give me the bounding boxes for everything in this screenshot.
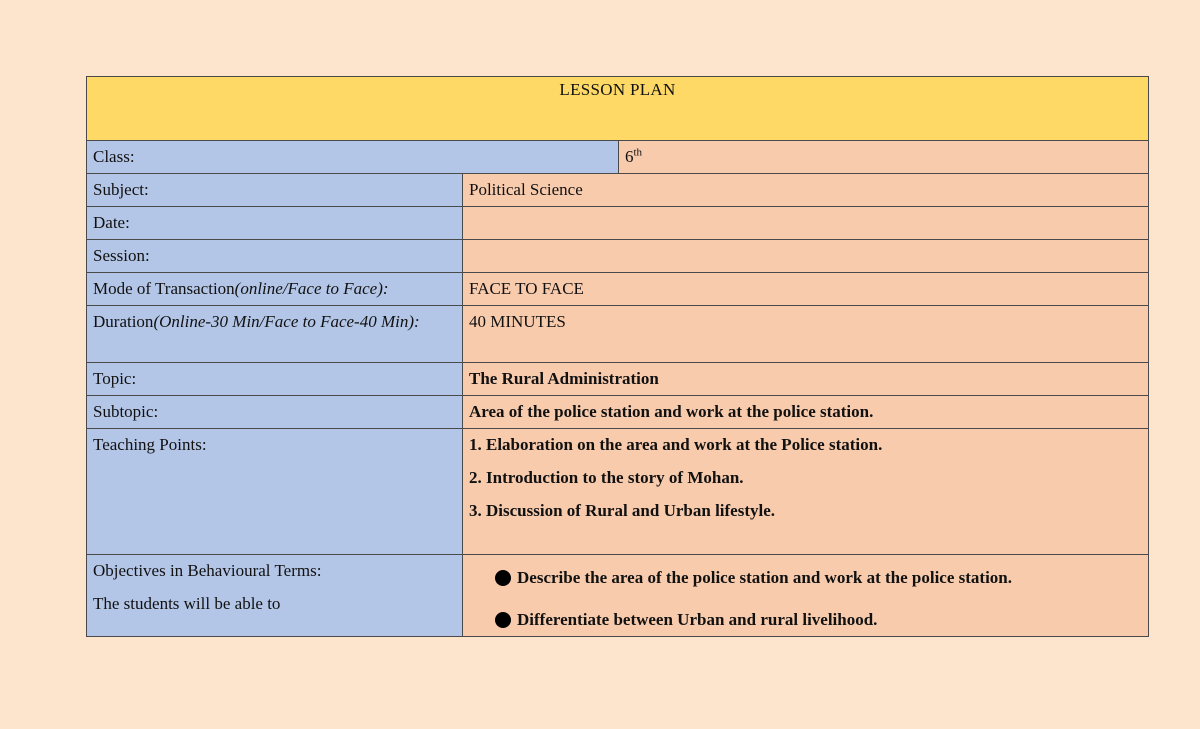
subject-label: Subject: (93, 180, 149, 199)
objective-item (495, 610, 1142, 630)
duration-label-italic: (Online-30 Min/Face to Face-40 Min): (153, 312, 420, 331)
objective-text: Differentiate between Urban and rural livelihood. (517, 610, 878, 629)
title-row (87, 77, 1149, 141)
duration-value: 40 MINUTES (469, 312, 566, 331)
teaching-point: 1. Elaboration on the area and work at the Police station. (469, 435, 883, 454)
mode-label-cell (87, 273, 463, 306)
mode-label: Mode of Transaction (93, 279, 235, 298)
mode-value: FACE TO FACE (469, 279, 584, 298)
date-value-cell (463, 207, 1149, 240)
date-label: Date: (93, 213, 130, 232)
teaching-points-row (87, 429, 1149, 555)
subject-value: Political Science (469, 180, 583, 199)
objectives-row (87, 555, 1149, 637)
duration-label-cell (87, 306, 463, 363)
session-label: Session: (93, 246, 150, 265)
topic-row (87, 363, 1149, 396)
subtopic-label: Subtopic: (93, 402, 159, 421)
mode-row (87, 273, 1149, 306)
bullet-icon (495, 570, 511, 586)
class-value: 6 (625, 147, 634, 166)
teaching-point: 3. Discussion of Rural and Urban lifestyle. (469, 501, 776, 520)
topic-label-cell (87, 363, 463, 396)
subtopic-value-cell (463, 396, 1149, 429)
teaching-points-label-cell (87, 429, 463, 555)
duration-row (87, 306, 1149, 363)
date-label-cell (87, 207, 463, 240)
teaching-points-value-cell (463, 429, 1149, 555)
topic-value-cell (463, 363, 1149, 396)
subtopic-label-cell (87, 396, 463, 429)
subject-row (87, 174, 1149, 207)
class-row (87, 141, 1149, 174)
session-label-cell (87, 240, 463, 273)
topic-label: Topic: (93, 369, 137, 388)
lesson-plan-title: LESSON PLAN (559, 80, 676, 99)
subtopic-row (87, 396, 1149, 429)
teaching-point: 2. Introduction to the story of Mohan. (469, 468, 744, 487)
bullet-icon (495, 612, 511, 628)
topic-value: The Rural Administration (469, 369, 659, 388)
class-label-cell (87, 141, 619, 174)
objectives-sublabel: The students will be able to (93, 594, 281, 613)
objective-text: Describe the area of the police station and work at the police station. (517, 568, 1012, 587)
objectives-value-cell (463, 555, 1149, 637)
session-row (87, 240, 1149, 273)
class-value-superscript: th (633, 146, 643, 159)
objectives-label: Objectives in Behavioural Terms: (93, 561, 322, 580)
duration-label: Duration (93, 312, 154, 331)
class-value-cell (619, 141, 1149, 174)
session-value-cell (463, 240, 1149, 273)
mode-label-italic: (online/Face to Face): (234, 279, 389, 298)
subject-label-cell (87, 174, 463, 207)
teaching-points-label: Teaching Points: (93, 435, 207, 454)
objective-item (495, 568, 1142, 588)
title-cell (87, 77, 1149, 141)
class-label: Class: (93, 147, 135, 166)
mode-value-cell (463, 273, 1149, 306)
date-row (87, 207, 1149, 240)
objectives-label-cell (87, 555, 463, 637)
lesson-plan-table (86, 76, 1149, 637)
subject-value-cell (463, 174, 1149, 207)
duration-value-cell (463, 306, 1149, 363)
subtopic-value: Area of the police station and work at the police station. (469, 402, 874, 421)
